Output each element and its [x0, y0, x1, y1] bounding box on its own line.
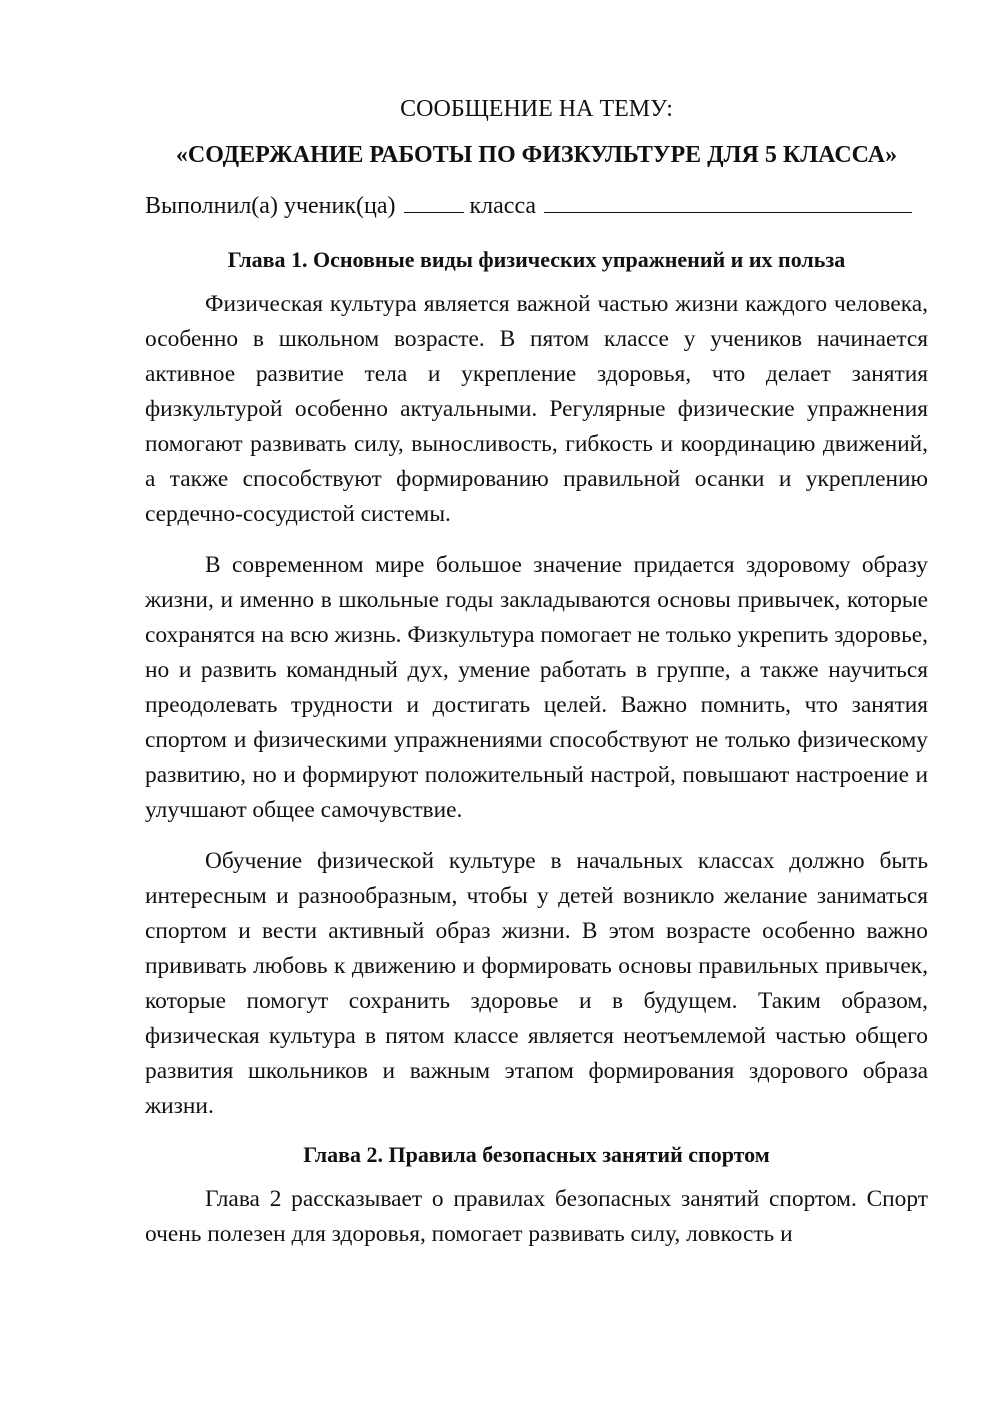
chapter-2-heading: Глава 2. Правила безопасных занятий спортом — [303, 1142, 770, 1167]
author-label: Выполнил(а) ученик(ца) — [145, 193, 396, 219]
chapter-1-paragraph: В современном мире большое значение придается здоровому образу жизни, и именно в школьные годы закладываются основы привычек, которые сохранятся на всю жизнь. Физкультура помогает не только укрепить здоровье, но и развить командный дух, умение работать в группе, а также научиться преодолевать трудности и достигать целей. Важно помнить, что занятия спортом и физическими упражнениями способствуют не только физическому развитию, но и формируют положительный настрой, повышают настроение и улучшают общее самочувствие. — [145, 552, 928, 823]
chapter-1-paragraph: Физическая культура является важной частью жизни каждого человека, особенно в школьном возрасте. В пятом классе у учеников начинается активное развитие тела и укрепление здоровья, что делает занятия физкультурой особенно актуальными. Регулярные физические упражнения помогают развивать силу, выносливость, гибкость и координацию движений, а также способствуют формированию правильной осанки и укреплению сердечно-сосудистой системы. — [145, 291, 928, 527]
chapter-1-heading: Глава 1. Основные виды физических упражнений и их польза — [227, 247, 846, 272]
document-topic: «СОДЕРЖАНИЕ РАБОТЫ ПО ФИЗКУЛЬТУРЕ ДЛЯ 5 КЛАССА» — [175, 142, 898, 168]
student-name-blank — [544, 190, 912, 213]
class-number-blank — [404, 190, 464, 213]
author-line — [145, 189, 928, 223]
chapter-2-paragraph: Глава 2 рассказывает о правилах безопасных занятий спортом. Спорт очень полезен для здоровья, помогает развивать силу, ловкость и — [145, 1186, 928, 1247]
class-word: класса — [469, 193, 537, 219]
document-page — [145, 92, 928, 1252]
document-header: СООБЩЕНИЕ НА ТЕМУ: — [400, 96, 673, 122]
chapter-1-paragraph: Обучение физической культуре в начальных классах должно быть интересным и разнообразным, чтобы у детей возникло желание заниматься спортом и вести активный образ жизни. В этом возрасте особенно важно прививать любовь к движению и формировать основы правильных привычек, которые помогут сохранить здоровье и в будущем. Таким образом, физическая культура в пятом классе является неотъемлемой частью общего развития школьников и важным этапом формирования здорового образа жизни. — [145, 848, 928, 1119]
